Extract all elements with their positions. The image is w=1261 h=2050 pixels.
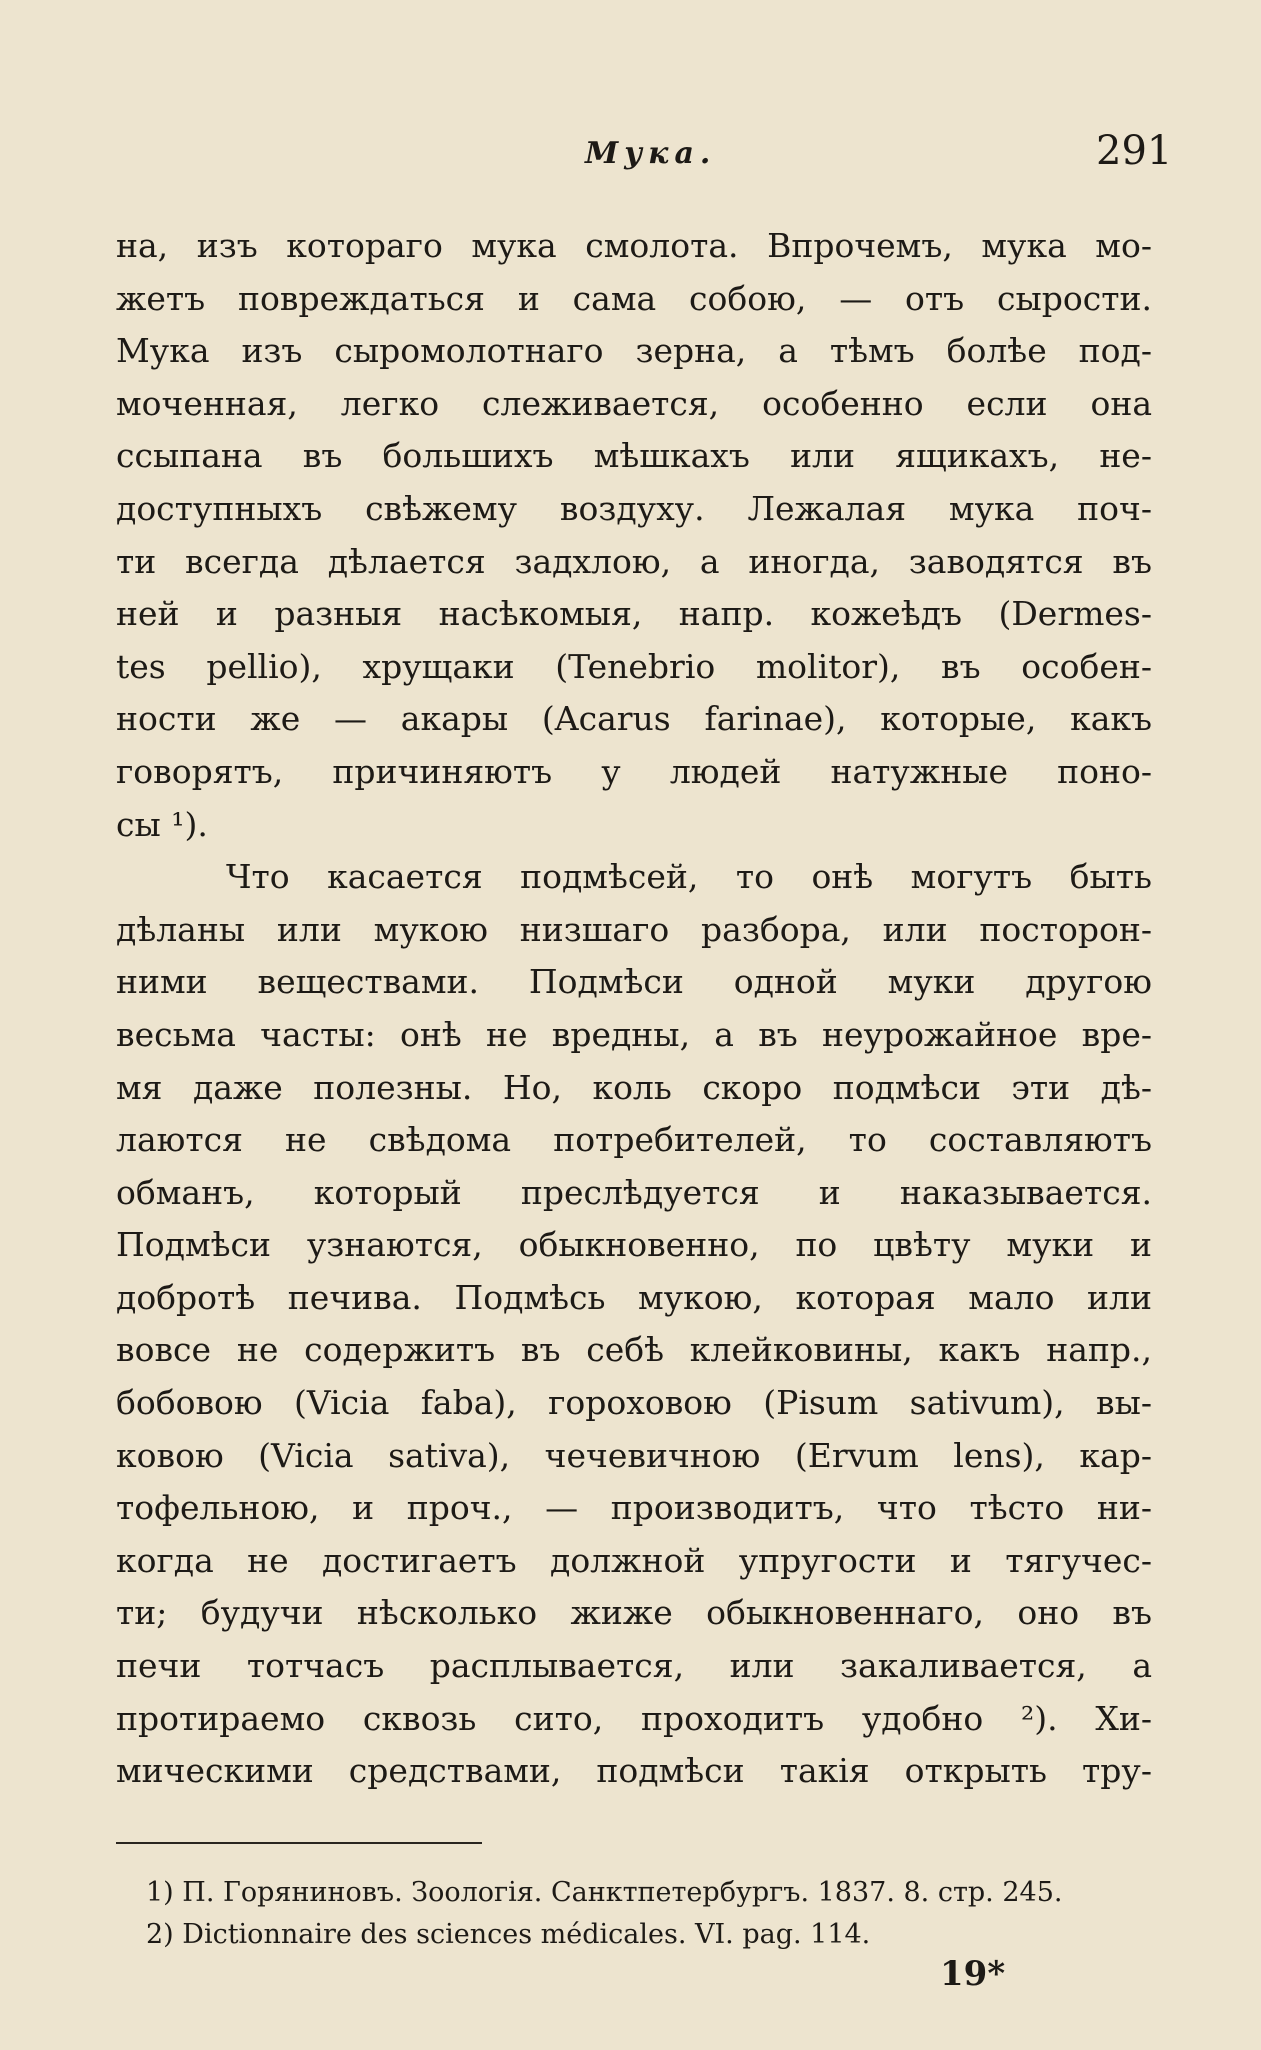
text-line: ности же — акары (Acarus farinae), которые, какъ — [116, 699, 1152, 739]
text-line: жетъ повреждаться и сама собою, — отъ сырости. — [116, 278, 1152, 318]
text-line: моченная, легко слеживается, особенно если она — [116, 383, 1152, 423]
text-line: tes pellio), хрущаки (Tenebrio molitor), въ особен- — [116, 646, 1152, 686]
text-line: весьма часты: онѣ не вредны, а въ неурожайное вре- — [116, 1014, 1152, 1054]
text-line: ти всегда дѣлается задхлою, а иногда, заводятся въ — [116, 541, 1152, 581]
text-line: ссыпана въ большихъ мѣшкахъ или ящикахъ, не- — [116, 436, 1152, 476]
text-line: бобовою (Vicia faba), гороховою (Pisum sativum), вы- — [116, 1383, 1152, 1423]
text-line: мя даже полезны. Но, коль скоро подмѣси эти дѣ- — [116, 1067, 1152, 1107]
text-line: говорятъ, причиняютъ у людей натужные поно- — [116, 751, 1152, 791]
text-line: тофельною, и проч., — производитъ, что тѣсто ни- — [116, 1488, 1152, 1528]
text-line: когда не достигаетъ должной упругости и тягучес- — [116, 1540, 1152, 1580]
running-title: Мука. — [585, 136, 717, 171]
text-line: Мука изъ сыромолотнаго зерна, а тѣмъ болѣе под- — [116, 331, 1152, 371]
text-line: доступныхъ свѣжему воздуху. Лежалая мука поч- — [116, 488, 1152, 528]
text-line: дѣланы или мукою низшаго разбора, или посторон- — [116, 909, 1152, 949]
text-line: ковою (Vicia sativa), чечевичною (Ervum lens), кар- — [116, 1435, 1152, 1475]
footnote: 1) П. Горяниновъ. Зоологія. Санктпетербургъ. 1837. 8. стр. 245. — [146, 1877, 1063, 1908]
text-line: ней и разныя насѣкомыя, напр. кожеѣдъ (Dermes- — [116, 594, 1152, 634]
page-number: 291 — [1096, 128, 1173, 174]
text-line: печи тотчасъ расплывается, или закаливается, а — [116, 1646, 1152, 1686]
text-line: лаются не свѣдома потребителей, то составляютъ — [116, 1120, 1152, 1160]
text-line: на, изъ котораго мука смолота. Впрочемъ, мука мо- — [116, 226, 1152, 265]
text-line: ти; будучи нѣсколько жиже обыкновеннаго, оно въ — [116, 1593, 1152, 1633]
text-line: сы ¹). — [116, 804, 208, 844]
text-line: ними веществами. Подмѣси одной муки другою — [116, 962, 1152, 1002]
text-line: обманъ, который преслѣдуется и наказывается. — [116, 1172, 1152, 1212]
printer-signature-mark: 19* — [940, 1954, 1006, 1994]
text-line: мическими средствами, подмѣси такія открыть тру- — [116, 1751, 1152, 1791]
body-text — [116, 220, 1152, 1798]
text-line: Подмѣси узнаются, обыкновенно, по цвѣту муки и — [116, 1225, 1152, 1265]
page-header — [0, 128, 1261, 178]
footnote-divider — [116, 1842, 482, 1844]
text-line: добротѣ печива. Подмѣсь мукою, которая мало или — [116, 1277, 1152, 1317]
footnotes — [146, 1872, 1146, 1956]
text-line: протираемо сквозь сито, проходитъ удобно ²). Хи- — [116, 1698, 1152, 1738]
text-line: Что касается подмѣсей, то онѣ могутъ быть — [226, 857, 1152, 897]
text-line: вовсе не содержитъ въ себѣ клейковины, какъ напр., — [116, 1330, 1152, 1370]
footnote: 2) Dictionnaire des sciences médicales. VI. pag. 114. — [146, 1919, 871, 1950]
